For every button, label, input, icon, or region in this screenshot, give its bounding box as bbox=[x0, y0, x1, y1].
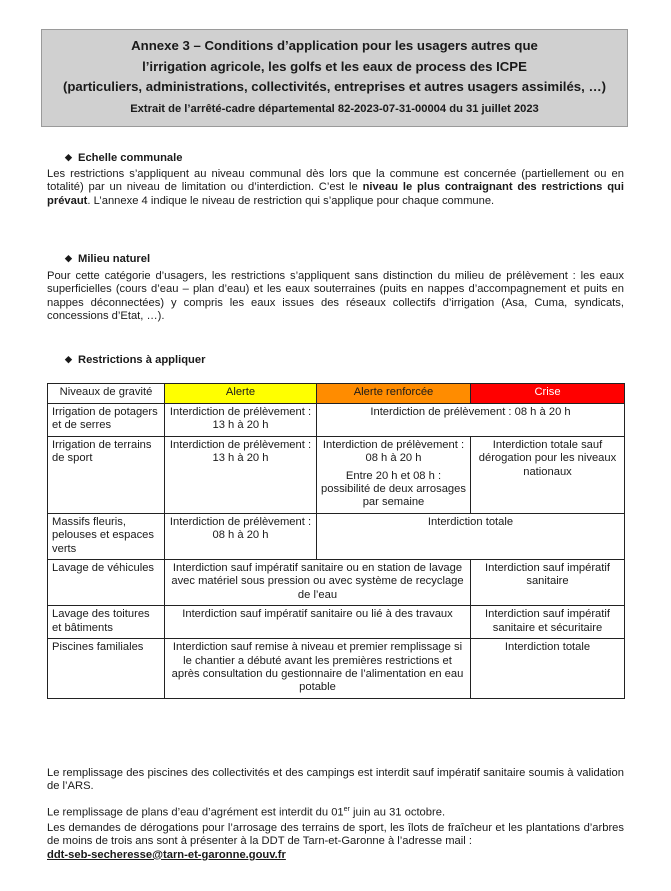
paragraph-echelle bbox=[47, 168, 624, 208]
cell-alerte-renforcee-crise: Interdiction de prélèvement : 08 h à 20 h bbox=[317, 404, 625, 437]
annex-title-line-1: Annexe 3 – Conditions d’application pour les usagers autres que bbox=[131, 38, 538, 53]
cell-alerte: Interdiction de prélèvement : 08 h à 20 h bbox=[165, 513, 317, 559]
table-header-row bbox=[48, 384, 625, 404]
footer-plans-eau-sup: er bbox=[343, 806, 350, 813]
cell-alerte-renforcee-main: Interdiction de prélèvement : 08 h à 20 h bbox=[322, 438, 465, 465]
email-link[interactable]: ddt-seb-secheresse@tarn-et-garonne.gouv.fr bbox=[47, 848, 286, 861]
paragraph-echelle-a: Les restrictions s’appliquent au niveau communal dès lors que la commune est concernée (partiellement ou en totalité) par un niveau de limitation ou d’interdiction. C’est le bbox=[47, 168, 624, 194]
cell-crise: Interdiction sauf impératif sanitaire bbox=[471, 560, 625, 606]
cell-crise: Interdiction sauf impératif sanitaire et sécuritaire bbox=[471, 606, 625, 639]
row-label: Irrigation de terrains de sport bbox=[48, 436, 165, 513]
footer-derogations-text: Les demandes de dérogations pour l’arrosage des terrains de sport, les îlots de fraîcheur et les plantations d’arbres de moins de trois ans sont à présenter à la DDT de Tarn-et-Garonne à l’adresse mail : bbox=[47, 822, 624, 848]
restrictions-table bbox=[47, 383, 625, 699]
row-label: Lavage des toitures et bâtiments bbox=[48, 606, 165, 639]
paragraph-milieu: Pour cette catégorie d’usagers, les restrictions s’appliquent sans distinction du milieu de prélèvement : les eaux superficielles (cours d’eau – plan d’eau) et les eaux souterraines (puits en nappes d’accompagnement et puits en nappes déconnectées) y compris les eaux issues des réseaux collectifs d’irrigation (Asa, Cuma, syndicats, concessions d’Etat, …). bbox=[47, 270, 624, 323]
cell-alerte-renforcee-sub: Entre 20 h et 08 h : possibilité de deux arrosages par semaine bbox=[321, 469, 466, 509]
footer-paragraph-piscines: Le remplissage des piscines des collectivités et des campings est interdit sauf impératif sanitaire soumis à validation de l’ARS. bbox=[47, 767, 624, 793]
annex-header bbox=[41, 29, 628, 127]
section-heading-echelle-text: Echelle communale bbox=[78, 152, 183, 164]
table-row bbox=[48, 606, 625, 639]
cell-alerte: Interdiction de prélèvement : 13 h à 20 h bbox=[165, 404, 317, 437]
paragraph-echelle-b: . L’annexe 4 indique le niveau de restriction qui s’applique pour chaque commune. bbox=[87, 194, 495, 207]
diamond-bullet-icon: ◆ bbox=[65, 354, 72, 364]
section-heading-restrictions bbox=[65, 354, 206, 366]
cell-alerte-alerte-renforcee: Interdiction sauf impératif sanitaire ou lié à des travaux bbox=[165, 606, 471, 639]
diamond-bullet-icon: ◆ bbox=[65, 152, 72, 162]
diamond-bullet-icon: ◆ bbox=[65, 253, 72, 263]
header-niveaux-de-gravite: Niveaux de gravité bbox=[48, 384, 165, 404]
table-row bbox=[48, 560, 625, 606]
cell-alerte-renforcee bbox=[317, 436, 471, 513]
cell-alerte-alerte-renforcee: Interdiction sauf impératif sanitaire ou en station de lavage avec matériel sous pression ou avec système de recyclage de l’eau bbox=[165, 560, 471, 606]
row-label: Massifs fleuris, pelouses et espaces verts bbox=[48, 513, 165, 559]
table-row bbox=[48, 436, 625, 513]
annex-title-line-3: (particuliers, administrations, collectivités, entreprises et autres usagers assimilés, …) bbox=[62, 79, 607, 94]
header-crise: Crise bbox=[471, 384, 625, 404]
section-heading-milieu-text: Milieu naturel bbox=[78, 253, 151, 265]
cell-alerte: Interdiction de prélèvement : 13 h à 20 h bbox=[165, 436, 317, 513]
footer-paragraph-derogations bbox=[47, 822, 624, 862]
footer-plans-eau-a: Le remplissage de plans d’eau d’agrément est interdit du 01 bbox=[47, 806, 344, 819]
table-row bbox=[48, 639, 625, 699]
row-label: Lavage de véhicules bbox=[48, 560, 165, 606]
header-alerte-renforcee: Alerte renforcée bbox=[317, 384, 471, 404]
table-row bbox=[48, 513, 625, 559]
paragraph-echelle-bold: niveau le plus contraignant des restrictions qui prévaut bbox=[47, 181, 624, 207]
section-heading-milieu bbox=[65, 253, 151, 265]
cell-crise: Interdiction totale sauf dérogation pour les niveaux nationaux bbox=[471, 436, 625, 513]
row-label: Piscines familiales bbox=[48, 639, 165, 699]
cell-alerte-renforcee-crise: Interdiction totale bbox=[317, 513, 625, 559]
row-label: Irrigation de potagers et de serres bbox=[48, 404, 165, 437]
table-row bbox=[48, 404, 625, 437]
annex-title-line-2: l’irrigation agricole, les golfs et les eaux de process des ICPE bbox=[142, 58, 527, 74]
section-heading-restrictions-text: Restrictions à appliquer bbox=[78, 354, 206, 366]
cell-crise: Interdiction totale bbox=[471, 639, 625, 699]
footer-paragraph-plans-eau bbox=[47, 803, 624, 820]
header-alerte: Alerte bbox=[165, 384, 317, 404]
footer-plans-eau-b: juin au 31 octobre. bbox=[349, 806, 446, 819]
annex-extract-reference: Extrait de l’arrêté-cadre départemental 82-2023-07-31-00004 du 31 juillet 2023 bbox=[130, 102, 539, 115]
cell-alerte-alerte-renforcee: Interdiction sauf remise à niveau et premier remplissage si le chantier a débuté avant les premières restrictions et après consultation du gestionnaire de l’alimentation en eau potable bbox=[165, 639, 471, 699]
section-heading-echelle bbox=[65, 152, 183, 164]
